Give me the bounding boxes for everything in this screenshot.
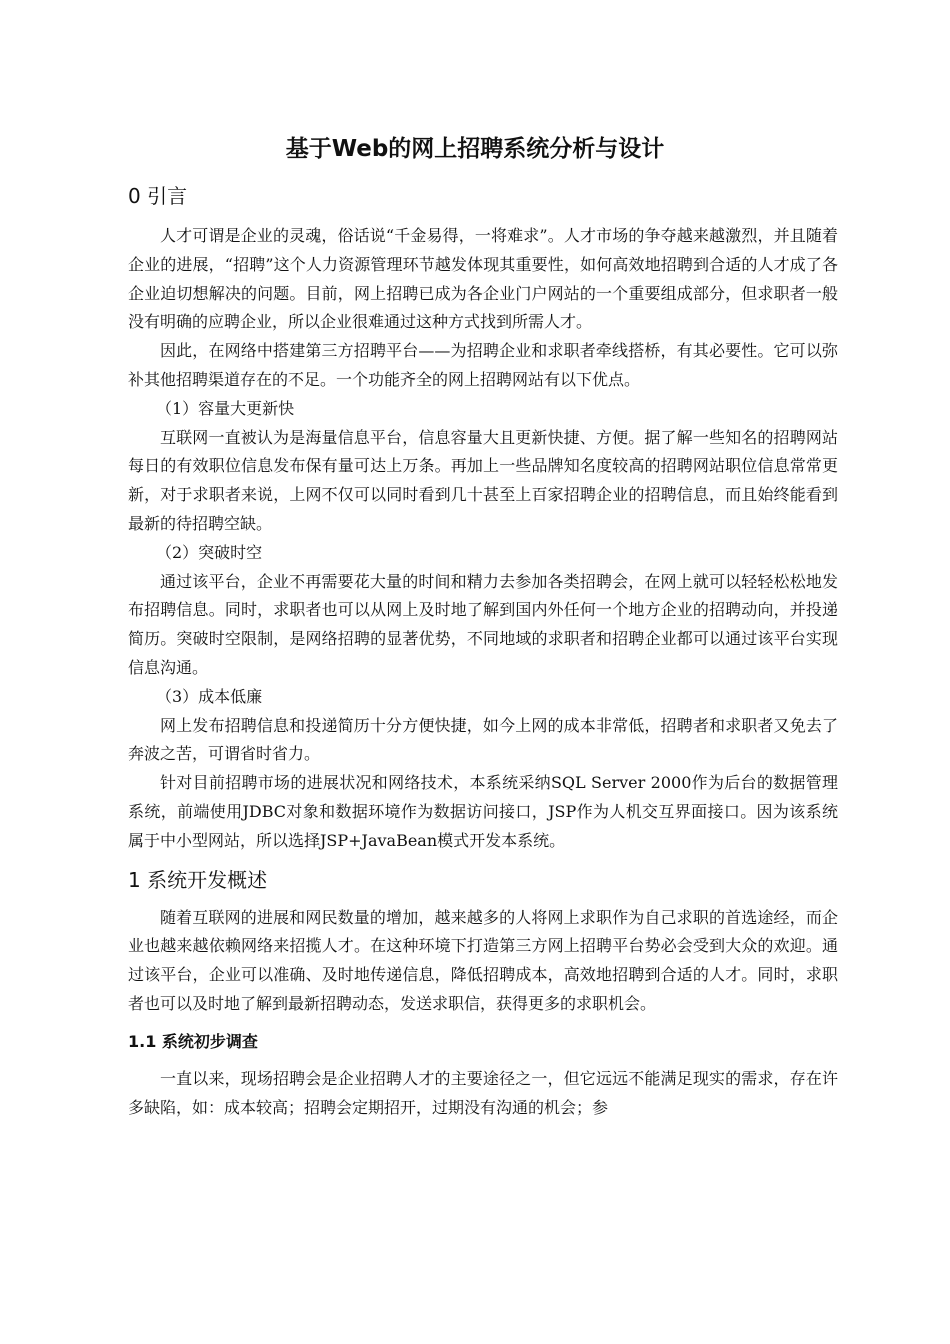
advantage-text-2: 通过该平台，企业不再需要花大量的时间和精力去参加各类招聘会，在网上就可以轻轻松松地发布招聘信息。同时，求职者也可以从网上及时地了解到国内外任何一个地方企业的招聘动向，并投递简历。突破时空限制，是网络招聘的显著优势，不同地域的求职者和招聘企业都可以通过该平台实现信息沟通。 (128, 571, 838, 677)
section-heading-introduction: 0 引言 (128, 184, 188, 208)
subsection-heading-survey: 1.1 系统初步调查 (128, 1031, 258, 1051)
advantage-label-1: （1）容量大更新快 (156, 398, 295, 418)
advantage-text-1: 互联网一直被认为是海量信息平台，信息容量大且更新快捷、方便。据了解一些知名的招聘网站每日的有效职位信息发布保有量可达上万条。再加上一些品牌知名度较高的招聘网站职位信息常常更新，对于求职者来说，上网不仅可以同时看到几十甚至上百家招聘企业的招聘信息，而且始终能看到最新的待招聘空缺。 (128, 427, 838, 533)
intro-paragraph-2: 因此，在网络中搭建第三方招聘平台——为招聘企业和求职者牵线搭桥，有其必要性。它可以弥补其他招聘渠道存在的不足。一个功能齐全的网上招聘网站有以下优点。 (128, 341, 838, 389)
survey-paragraph: 一直以来，现场招聘会是企业招聘人才的主要途径之一，但它远远不能满足现实的需求，存在许多缺陷，如：成本较高；招聘会定期招开，过期没有沟通的机会；参 (128, 1068, 838, 1117)
advantage-text-3: 网上发布招聘信息和投递简历十分方便快捷，如今上网的成本非常低，招聘者和求职者又免去了奔波之苦，可谓省时省力。 (128, 715, 838, 764)
intro-paragraph-1: 人才可谓是企业的灵魂，俗话说“千金易得，一将难求”。人才市场的争夺越来越激烈，并且随着企业的进展，“招聘”这个人力资源管理环节越发体现其重要性，如何高效地招聘到合适的人才成了各企业迫切想解决的问题。目前，网上招聘已成为各企业门户网站的一个重要组成部分，但求职者一般没有明确的应聘企业，所以企业很难通过这种方式找到所需人才。 (128, 226, 838, 332)
intro-closing-paragraph: 针对目前招聘市场的进展状况和网络技术，本系统采纳SQL Server 2000作为后台的数据管理系统，前端使用JDBC对象和数据环境作为数据访问接口，JSP作为人机交互界面接口。因为该系统属于中小型网站，所以选择JSP+JavaBean模式开发本系统。 (128, 773, 838, 850)
document-body (128, 178, 838, 1122)
overview-paragraph: 随着互联网的进展和网民数量的增加，越来越多的人将网上求职作为自己求职的首选途经，而企业也越来越依赖网络来招揽人才。在这种环境下打造第三方网上招聘平台势必会受到大众的欢迎。通过该平台，企业可以准确、及时地传递信息，降低招聘成本，高效地招聘到合适的人才。同时，求职者也可以及时地了解到最新招聘动态，发送求职信，获得更多的求职机会。 (128, 907, 838, 1013)
advantage-label-2: （2）突破时空 (156, 542, 263, 562)
section-heading-overview: 1 系统开发概述 (128, 867, 268, 892)
advantage-label-3: （3）成本低廉 (156, 686, 263, 706)
document-title: 基于Web的网上招聘系统分析与设计 (285, 136, 665, 162)
